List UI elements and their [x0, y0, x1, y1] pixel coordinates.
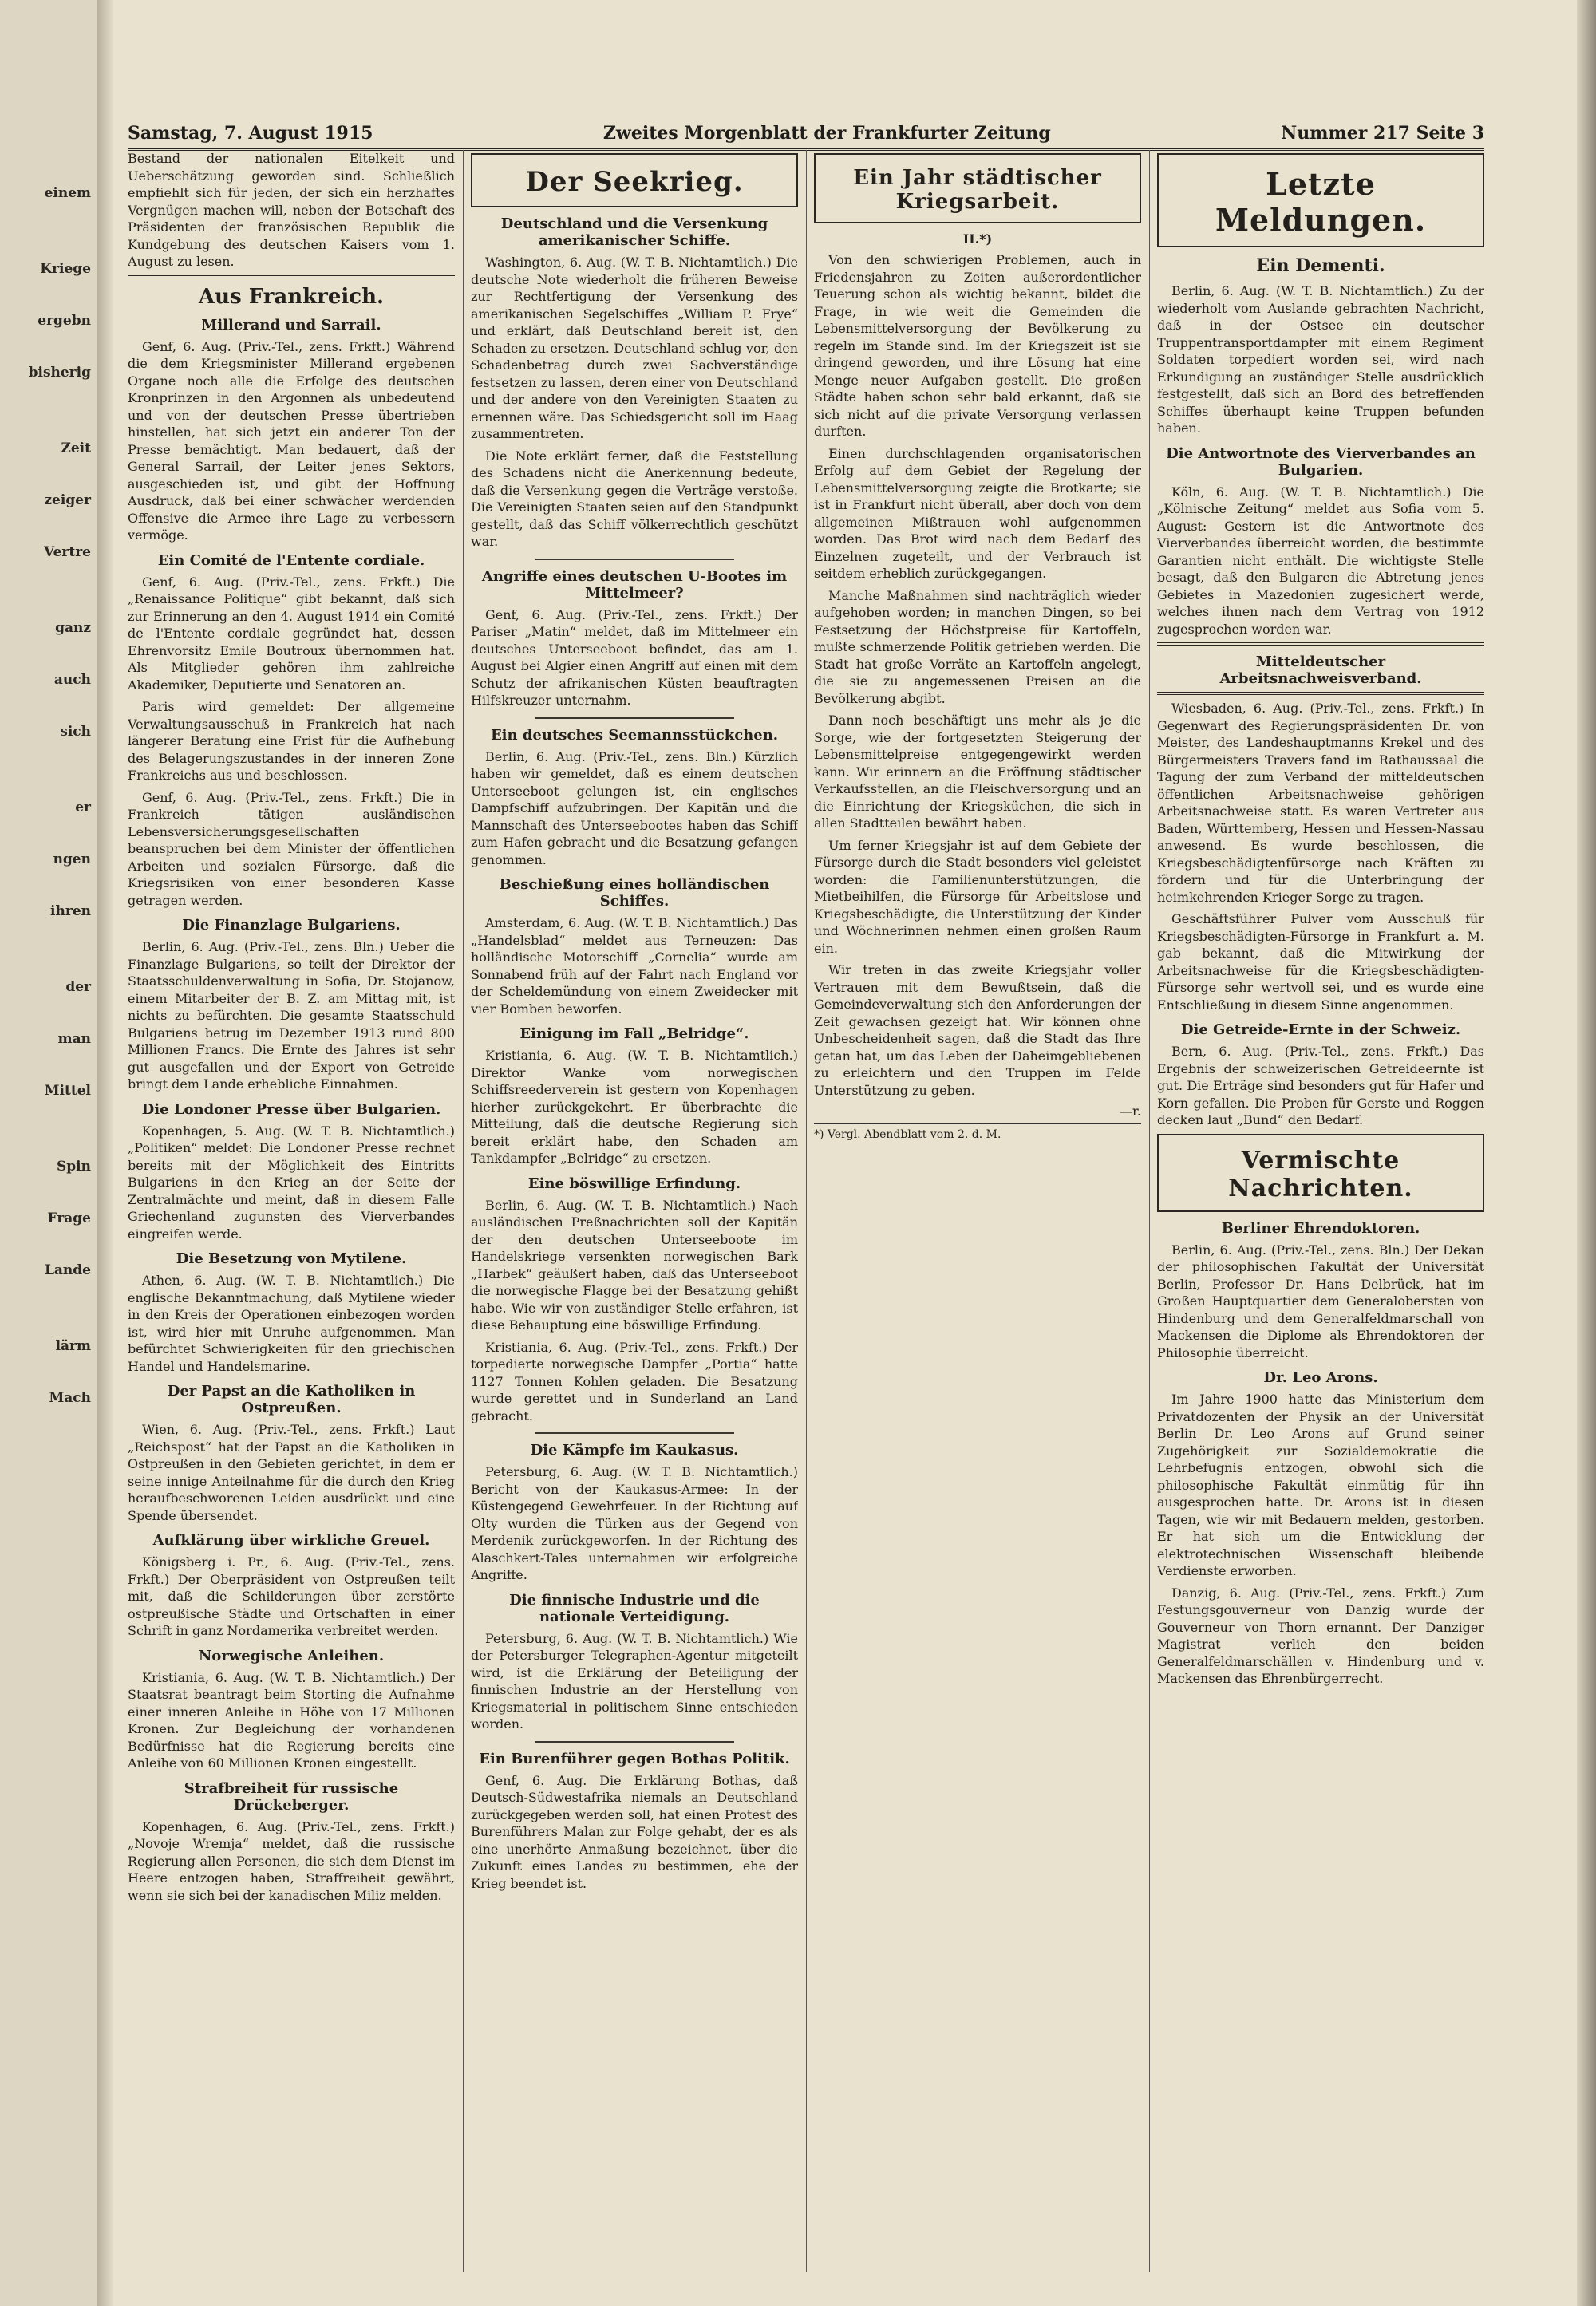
subheading-belridge: Einigung im Fall „Belridge“.: [519, 1025, 749, 1042]
article-body: Amsterdam, 6. Aug. (W. T. B. Nichtamtlich.) Das „Handelsblad“ meldet aus Terneuzen: Das holländische Motorschiff „Cornelia“ wurde am Sonnabend früh auf der Fahrt nach England vor der Scheldemündung von einem Zweidecker mit vier Bomben beworfen.: [471, 915, 798, 1017]
previous-page-edge: [0, 0, 100, 2306]
headline-box: [1157, 1134, 1484, 1212]
article-body: Wir treten in das zweite Kriegsjahr voller Vertrauen mit dem Bewußtsein, daß die Gemeindeverwaltung sich den Anforderungen der Zeit gewachsen gezeigt hat. Wir können ohne Unbescheidenheit sagen, daß die Stadt das Ihre getan hat, um das Leben der Daheimgebliebenen zu erleichtern und den Truppen im Felde Unterstützung zu geben.: [814, 962, 1141, 1098]
gutter-fragment: man: [57, 1031, 91, 1047]
subheading-antwort: Die Antwortnote des Vierverbandes an Bulgarien.: [1166, 444, 1476, 479]
divider: [1157, 692, 1484, 695]
gutter-fragment: ganz: [55, 620, 91, 636]
section-heading-frankreich: Aus Frankreich.: [198, 284, 385, 309]
article-body: Genf, 6. Aug. (Priv.-Tel., zens. Frkft.) Der Pariser „Matin“ meldet, daß im Mittelmeer ein deutsches Unterseeboot befindet, das am 1. August bei Algier einen Angriff auf einen mit dem Schutz der afrikanischen Küsten beauftragten Hilfskreuzer unternahm.: [471, 606, 798, 708]
subheading-ehren: Berliner Ehrendoktoren.: [1221, 1219, 1420, 1237]
article-body: Manche Maßnahmen sind nachträglich wieder aufgehoben worden; in manchen Dingen, so bei Festsetzung der Höchstpreise für Kartoffeln, mußte schmerzende Politik getrieben werden. Die Stadt hat große Vorräte an Kartoffeln angelegt, die sie zu angemessenen Preisen an die Bevölkerung abgibt.: [814, 587, 1141, 706]
article-body: Washington, 6. Aug. (W. T. B. Nichtamtlich.) Die deutsche Note wiederholt die früheren Beweise zur Rechtfertigung der Versenkung des amerikanischen Segelschiffes „William P. Frye“ und erklärt, daß Deutschland bereit ist, den Schaden zu ersetzen. Deutschland schlug vor, den Schadenbetrag durch zwei Sachverständige festsetzen zu lassen, deren einer von Deutschland und der andere von den Vereinigten Staaten zu ernennen wäre. Das Schiedsgericht soll im Haag zusammentreten.: [471, 255, 798, 441]
article-body: Im Jahre 1900 hatte das Ministerium dem Privatdozenten der Physik an der Universität Berlin Dr. Leo Arons auf Grund seiner Zugehörigkeit zur Sozialdemokratie die Lehrbefugnis entzogen, obwohl sich die philosophische Fakultät einmütig für ihn ausgesprochen hatte. Dr. Arons ist in diesen Tagen, wie wir mit Bedauern melden, gestorben. Er hat sich um die Entwicklung der elektrotechnischen Wissenschaft bleibende Verdienste erworben.: [1157, 1392, 1484, 1578]
header-page-number: Nummer 217 Seite 3: [1281, 123, 1484, 144]
gutter-fragment: auch: [53, 672, 91, 688]
divider: [535, 1741, 734, 1743]
article-body: Kristiania, 6. Aug. (W. T. B. Nichtamtlich.) Direktor Wanke vom norwegischen Schiffsreederverein ist gestern von Kopenhagen hierher zurückgekehrt. Er überbrachte die Mitteilung, daß die deutsche Regierung sich bereit erklärt habe, den Schaden am Tankdampfer „Belridge“ zu ersetzen.: [471, 1048, 798, 1166]
subheading-holland: Beschießung eines holländischen Schiffes.: [499, 876, 770, 910]
article-body: Um ferner Kriegsjahr ist auf dem Gebiete der Fürsorge durch die Stadt besonders viel geleistet worden: die Familienunterstützungen, die Mietbeihilfen, die Fürsorge für Arbeitslose und Kriegsbeschädigte, die Unterstützung der Kinder und Wöchnerinnen nehmen einen großen Raum ein.: [814, 837, 1141, 956]
gutter-fragment: der: [65, 979, 91, 995]
subheading-industrie: Die finnische Industrie und die nationale Verteidigung.: [509, 1591, 760, 1625]
subheading-straf: Strafbreiheit für russische Drückeberger.: [184, 1779, 399, 1814]
footnote: *) Vergl. Abendblatt vom 2. d. M.: [814, 1123, 1141, 1142]
column-rule-3: [1149, 150, 1150, 2272]
divider: [1157, 642, 1484, 646]
article-body: Kopenhagen, 6. Aug. (Priv.-Tel., zens. Frkft.) „Novoje Wremja“ meldet, daß die russische Regierung allen Personen, die sich dem Dienst im Heere entzogen haben, Straffreiheit gewährt, wenn sie sich bei der kanadischen Miliz melden.: [128, 1818, 455, 1903]
previous-page-text: [0, 0, 97, 1408]
article-body: Genf, 6. Aug. (Priv.-Tel., zens. Frkft.) Während die dem Kriegsminister Millerand ergebenen Organe noch alle die Erfolge des deutschen Kronprinzen in den Argonnen als unbedeutend und von der deutschen Presse übertrieben hinstellen, hat sich jetzt ein anderer Ton der Presse bemächtigt. Man bedauert, daß der General Sarrail, der Leiter jenes Sektors, ausgeschieden ist, und gibt der Hoffnung Ausdruck, daß bei einer schwächer werdenden Offensive die Armee ihre Lage zu verbessern vermöge.: [128, 338, 455, 543]
column-rule-2: [806, 150, 807, 2272]
gutter-fragment: einem: [44, 185, 91, 201]
article-body: Berlin, 6. Aug. (W. T. B. Nichtamtlich.) Nach ausländischen Preßnachrichten soll der Kapitän der den deutschen Unterseeboote im Handelskriege versenkten norwegischen Bark „Harbek“ geäußert haben, daß das Unterseeboot die norwegische Flagge bei der Besatzung gehißt habe. Wie wir von zuständiger Stelle erfahren, ist diese Behauptung eine böswillige Erfindung.: [471, 1197, 798, 1333]
article-body: Bern, 6. Aug. (Priv.-Tel., zens. Frkft.) Das Ergebnis der schweizerischen Getreideernte ist gut. Die Erträge sind besonders gut für Hafer und Korn gefallen. Die Proben für Gerste und Roggen decken laut „Bund“ den Bedarf.: [1157, 1044, 1484, 1127]
subheading-seemann: Ein deutsches Seemannsstückchen.: [490, 726, 779, 744]
article-body: Geschäftsführer Pulver vom Ausschuß für Kriegsbeschädigten-Fürsorge in Frankfurt a. M. gab bekannt, daß die Mitwirkung der Arbeitsnachweise für die Kriegsbeschädigten-Fürsorge sehr wertvoll sei, und es wurde eine Entschließung in diesem Sinne angenommen.: [1157, 911, 1484, 1013]
headline-box: [471, 153, 798, 207]
binding-fold: [97, 0, 113, 2306]
article-body: Berlin, 6. Aug. (Priv.-Tel., zens. Bln.) Kürzlich haben wir gemeldet, daß es einem deutschen Unterseeboot gelungen ist, ein englisches Dampfschiff aufzubringen. Der Kapitän und die Mannschaft des Unterseebootes haben das Schiff zum Hafen gebracht und die Besatzung gefangen genommen.: [471, 748, 798, 867]
subheading-papst: Der Papst an die Katholiken in Ostpreußen.: [167, 1383, 416, 1416]
article-body: Wiesbaden, 6. Aug. (Priv.-Tel., zens. Frkft.) In Gegenwart des Regierungspräsidenten Dr. von Meister, des Landeshauptmanns Krekel und des Bürgermeisters Travers fand im Rathaussaal die Tagung der zum Verband der mitteldeutschen öffentlichen Arbeitsnachweise gehörigen Arbeitsnachweise statt. Es waren Vertreter aus Baden, Württemberg, Hessen und Hessen-Nassau anwesend. Es wurde beschlossen, die Kriegsbeschädigtenfürsorge nach Kräften zu fördern und für die Unterbringung der heimkehrenden Krieger Sorge zu tragen.: [1157, 701, 1484, 905]
gutter-fragment: bisherig: [28, 365, 91, 381]
subheading-mytilene: Die Besetzung von Mytilene.: [176, 1250, 407, 1267]
gutter-fragment: ngen: [53, 851, 91, 867]
page-header: [128, 112, 1484, 151]
column-2: [471, 150, 798, 2272]
gutter-fragment: Mach: [49, 1390, 91, 1406]
article-body: Petersburg, 6. Aug. (W. T. B. Nichtamtlich.) Wie der Petersburger Telegraphen-Agentur mitgeteilt wird, ist die Erklärung der Beteiligung der finnischen Industrie an der Herstellung von Kriegsmaterial in politischem Sinne entschieden worden.: [471, 1630, 798, 1731]
author-signature: —r.: [1120, 1104, 1141, 1119]
article-body: Kristiania, 6. Aug. (Priv.-Tel., zens. Frkft.) Der torpedierte norwegische Dampfer „Portia“ hatte 1127 Tonnen Kohlen geladen. Die Besatzung wurde gerettet und in Sunderland an Land gebracht.: [471, 1339, 798, 1423]
article-body: Genf, 6. Aug. (Priv.-Tel., zens. Frkft.) Die in Frankreich tätigen ausländischen Lebensversicherungsgesellschaften beanspruchen bei dem Minister der öffentlichen Arbeiten und sozialen Fürsorge, daß die Kriegsrisiken von einer besonderen Kasse getragen werden.: [128, 789, 455, 908]
gutter-fragment: zeiger: [44, 492, 91, 508]
section-heading-seekrieg: Der Seekrieg.: [525, 166, 744, 198]
column-3: [814, 150, 1141, 2272]
gutter-fragment: lärm: [55, 1338, 91, 1354]
subheading-presse: Die Londoner Presse über Bulgarien.: [141, 1100, 441, 1118]
subheading-arons: Dr. Leo Arons.: [1263, 1369, 1378, 1386]
article-body: Einen durchschlagenden organisatorischen Erfolg auf dem Gebiet der Regelung der Lebensmittelversorgung zeigte die Brotkarte; sie ist in Frankfurt nicht überall, aber doch von dem allgemeinen Mißtrauen wohl aufgenommen worden. Das Brot wird nach dem Bedarf des Einzelnen zugeteilt, und der Verbrauch ist seitdem erheblich zurückgegangen.: [814, 445, 1141, 581]
subheading-deutschland: Deutschland und die Versenkung amerikanischer Schiffe.: [500, 215, 768, 249]
section-heading-vermischte: Vermischte Nachrichten.: [1228, 1146, 1413, 1202]
article-body: Kopenhagen, 5. Aug. (W. T. B. Nichtamtlich.) „Politiken“ meldet: Die Londoner Presse rechnet bereits mit der Möglichkeit des Eintritts Bulgariens in den Krieg an der Seite der Zentralmächte und meint, daß in diesem Falle Griechenland zugunsten des Vierverbandes eingreifen werde.: [128, 1123, 455, 1242]
article-body: Petersburg, 6. Aug. (W. T. B. Nichtamtlich.) Bericht von der Kaukasus-Armee: In der Küstengegend Gewehrfeuer. In der Richtung auf Olty wurden die Türken aus der Gegend von Merdenik zurückgeworfen. In der Richtung des Alaschkert-Tales unternahmen wir erfolgreiche Angriffe.: [471, 1464, 798, 1582]
page-edge: [1577, 0, 1596, 2306]
gutter-fragment: Zeit: [61, 440, 91, 456]
gutter-fragment: Lande: [44, 1262, 91, 1278]
article-body: Berlin, 6. Aug. (Priv.-Tel., zens. Bln.) Der Dekan der philosophischen Fakultät der Universität Berlin, Professor Dr. Hans Delbrück, hat im Großen Hauptquartier dem Generalobersten von Hindenburg und dem Generalfeldmarschall von Mackensen die Diplome als Ehrendoktoren der Philosophie überreicht.: [1157, 1242, 1484, 1360]
section-heading-letzte: Letzte Meldungen.: [1215, 166, 1427, 238]
gutter-fragment: ergebn: [38, 313, 91, 329]
divider: [535, 1432, 734, 1434]
article-body: Dann noch beschäftigt uns mehr als je die Sorge, wie der fortgesetzten Steigerung der Lebensmittelpreise entgegengewirkt werden kann. Wir erinnern an die Eröffnung städtischer Verkaufsstellen, an die Fleischversorgung und an die Einrichtung der Kriegsküchen, die sich in allen Stadtteilen bewährt haben.: [814, 713, 1141, 831]
article-intro: Bestand der nationalen Eitelkeit und Ueberschätzung geworden sind. Schließlich empfiehlt sich für jeden, der sich ein herzhaftes Vergnügen machen will, neben der Botschaft des Präsidenten der französischen Republik die Kundgebung des deutschen Kaisers vom 1. August zu lesen.: [128, 151, 455, 269]
gutter-fragment: Frage: [47, 1210, 91, 1226]
subheading-arbeit: Mitteldeutscher Arbeitsnachweisverband.: [1219, 653, 1422, 687]
subheading-bulgarien: Die Finanzlage Bulgariens.: [182, 917, 401, 934]
gutter-fragment: Spin: [57, 1159, 91, 1175]
article-body: Kristiania, 6. Aug. (W. T. B. Nichtamtlich.) Der Staatsrat beantragt beim Storting die Aufnahme einer inneren Anleihe in Höhe von 17 Millionen Kronen. Zur Begleichung der vorhandenen Bedürfnisse hat die Regierung bereits eine Anleihe von 60 Millionen Kronen eingestellt.: [128, 1669, 455, 1771]
divider: [128, 275, 455, 278]
divider: [535, 559, 734, 560]
article-body: Berlin, 6. Aug. (Priv.-Tel., zens. Bln.) Ueber die Finanzlage Bulgariens, so teilt der Direktor der Staatsschuldenverwaltung in Sofia, Dr. Stojanow, einem Mitarbeiter der B. Z. am Mittag mit, ist nichts zu befürchten. Die gesamte Staatsschuld Bulgariens betrug im Dezember 1913 rund 800 Millionen Francs. Die Ernte des Jahres ist sehr gut ausgefallen und der Export von Getreide bringt dem Lande erhebliche Einnahmen.: [128, 939, 455, 1092]
article-body: Genf, 6. Aug. (Priv.-Tel., zens. Frkft.) Die „Renaissance Politique“ gibt bekannt, daß sich zur Erinnerung an den 4. August 1914 ein Comité de l'Entente cordiale gegründet hat, dessen Ehrenvorsitz Emile Boutroux übernommen hat. Als Mitglieder gehören ihm zahlreiche Akademiker, Deputierte und Senatoren an.: [128, 574, 455, 693]
article-body: Genf, 6. Aug. Die Erklärung Bothas, daß Deutsch-Südwestafrika niemals an Deutschland zurückgegeben werden soll, hat einen Protest des Burenführers Malan zur Folge gehabt, der es als eine unerhörte Anmaßung bezeichnet, über die Zukunft eines Landes zu bestimmen, ehe der Krieg beendet ist.: [471, 1772, 798, 1891]
header-date: Samstag, 7. August 1915: [128, 123, 373, 144]
subheading-ernte: Die Getreide-Ernte in der Schweiz.: [1180, 1021, 1461, 1038]
gutter-fragment: er: [75, 800, 91, 815]
article-body: Von den schwierigen Problemen, auch in Friedensjahren zu Zeiten außerordentlicher Teuerung schon als wichtig bekannt, bildet die Frage, in wie weit die Gemeinden die Lebensmittelversorgung der Bevölkerung zu regeln im Stande sind. Im der Kriegszeit ist sie dringend geworden, und ihre Lösung hat eine Menge neuer Aufgaben gestellt. Die großen Städte haben schon sehr bald erkannt, daß sie sich nicht auf die private Versorgung verlassen durften.: [814, 252, 1141, 439]
gutter-fragment: ihren: [50, 903, 91, 919]
column-rule-1: [463, 150, 464, 2272]
header-masthead: Zweites Morgenblatt der Frankfurter Zeitung: [602, 123, 1051, 144]
subheading-dementi: Ein Dementi.: [1256, 255, 1385, 276]
gutter-fragment: Vertre: [43, 544, 91, 560]
subheading-erfindung: Eine böswillige Erfindung.: [527, 1175, 741, 1192]
article-body: Berlin, 6. Aug. (W. T. B. Nichtamtlich.) Zu der wiederholt vom Auslande gebrachten Nachricht, daß in der Ostsee ein deutscher Truppentransportdampfer mit einem Regiment Soldaten torpediert worden sei, wird nach Erkundigung an zuständiger Stelle ausdrücklich festgestellt, daß sich an Bord des betreffenden Schiffes überhaupt keine Truppen befunden haben.: [1157, 283, 1484, 436]
subheading-kaukasus: Die Kämpfe im Kaukasus.: [530, 1442, 739, 1459]
gutter-fragment: Mittel: [44, 1083, 91, 1099]
subheading-millerand: Millerand und Sarrail.: [201, 316, 381, 334]
subheading-uboot: Angriffe eines deutschen U-Bootes im Mittelmeer?: [481, 567, 788, 602]
article-body: Köln, 6. Aug. (W. T. B. Nichtamtlich.) Die „Kölnische Zeitung“ meldet aus Sofia vom 5. August: Gestern ist die Antwortnote des Vierverbandes überreicht worden, die bestimmte Garantien nicht enthält. Die wichtigste Stelle besagt, daß den Bulgaren die Abtretung jenes Gebietes in Mazedonien zugesichert werde, welches ihnen nach dem Vertrag von 1912 zugesprochen worden war.: [1157, 484, 1484, 637]
subheading-greuel: Aufklärung über wirkliche Greuel.: [152, 1532, 430, 1549]
headline-box: [1157, 153, 1484, 247]
article-body: Athen, 6. Aug. (W. T. B. Nichtamtlich.) Die englische Bekanntmachung, daß Mytilene wieder in den Kreis der Operationen einbezogen worden ist, wird hier mit Unruhe aufgenommen. Man befürchtet Schwierigkeiten für den griechischen Handel und Handelsmarine.: [128, 1273, 455, 1374]
part-marker: II.*): [962, 231, 993, 247]
article-body: Danzig, 6. Aug. (Priv.-Tel., zens. Frkft.) Zum Festungsgouverneur von Danzig wurde der Gouverneur von Thorn ernannt. Der Danziger Magistrat verlieh den beiden Generalfeldmarschällen v. Hindenburg und v. Mackensen das Ehrenbürgerrecht.: [1157, 1585, 1484, 1686]
column-4: [1157, 150, 1484, 2272]
divider: [535, 717, 734, 719]
article-body: Die Note erklärt ferner, daß die Feststellung des Schadens nicht die Anerkennung bedeute, daß die Versenkung gegen die Verträge verstoße. Die Vereinigten Staaten seien auf den Standpunkt gestellt, daß das Schiff völkerrechtlich geschützt war.: [471, 448, 798, 549]
subheading-anleihen: Norwegische Anleihen.: [198, 1647, 385, 1664]
gutter-fragment: sich: [60, 724, 91, 740]
gutter-fragment: Kriege: [40, 261, 91, 277]
headline-box: [814, 153, 1141, 223]
section-heading-jahr: Ein Jahr städtischer Kriegsarbeit.: [853, 166, 1102, 214]
subheading-comite: Ein Comité de l'Entente cordiale.: [157, 551, 425, 569]
column-1: [128, 150, 455, 2272]
article-body: Königsberg i. Pr., 6. Aug. (Priv.-Tel., zens. Frkft.) Der Oberpräsident von Ostpreußen teilt mit, daß die Schilderungen über zerstörte ostpreußische Städte und Ortschaften in einer Schrift in ganz Nordamerika verbreitet werden.: [128, 1554, 455, 1638]
article-body: Wien, 6. Aug. (Priv.-Tel., zens. Frkft.) Laut „Reichspost“ hat der Papst an die Katholiken in Ostpreußen in den Gebieten gerichtet, in dem er seine innige Anteilnahme für die durch den Krieg heraufbeschworenen Leiden ausdrückt und eine Spende übersendet.: [128, 1422, 455, 1523]
article-body: Paris wird gemeldet: Der allgemeine Verwaltungsausschuß in Frankreich hat nach längerer Beratung eine Frist für die Aufhebung des Belagerungszustandes in der inneren Zone Frankreichs aus und beschlossen.: [128, 699, 455, 783]
subheading-buren: Ein Burenführer gegen Bothas Politik.: [479, 1750, 790, 1767]
